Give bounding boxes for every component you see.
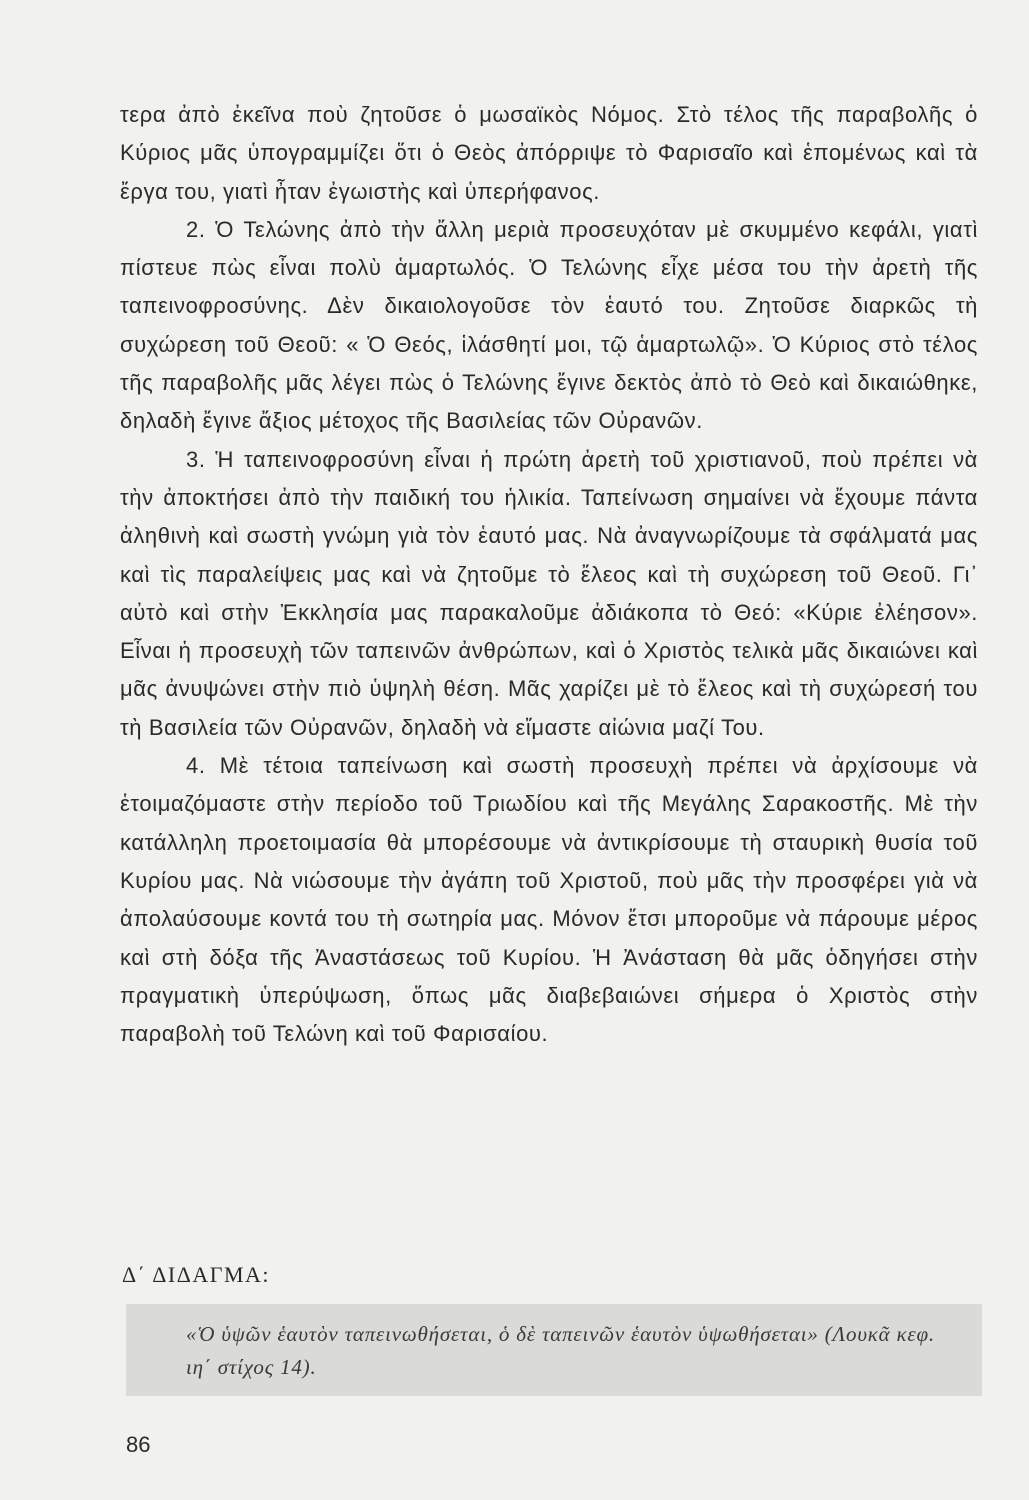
quote-text: «Ὁ ὑψῶν ἑαυτὸν ταπεινωθήσεται, ὁ δὲ ταπεινῶν ἑαυτὸν ὑψωθήσεται» (Λουκᾶ κεφ. ιη΄ στίχος 14). (186, 1322, 935, 1379)
page-number: 86 (126, 1432, 151, 1457)
paragraph-point-2: 2. Ὁ Τελώνης ἀπὸ τὴν ἄλλη μεριὰ προσευχόταν μὲ σκυμμένο κεφάλι, γιατὶ πίστευε πὼς εἶναι πολὺ ἁμαρτωλός. Ὁ Τελώνης εἶχε μέσα του τὴν ἀρετὴ τῆς ταπεινοφροσύνης. Δὲν δικαιολογοῦσε τὸν ἑαυτό του. Ζητοῦσε διαρκῶς τὴ συχώρεση τοῦ Θεοῦ: « Ὁ Θεός, ἱλάσθητί μοι, τῷ ἁμαρτωλῷ». Ὁ Κύριος στὸ τέλος τῆς παραβολῆς μᾶς λέγει πὼς ὁ Τελώνης ἔγινε δεκτὸς ἀπὸ τὸ Θεὸ καὶ δικαιώθηκε, δηλαδὴ ἔγινε ἄξιος μέτοχος τῆς Βασιλείας τῶν Οὐρανῶν. (120, 216, 978, 434)
quote-box (126, 1304, 982, 1396)
body-text (120, 96, 978, 1053)
paragraph-continuation: τερα ἀπὸ ἐκεῖνα ποὺ ζητοῦσε ὁ μωσαϊκὸς Νόμος. Στὸ τέλος τῆς παραβολῆς ὁ Κύριος μᾶς ὑπογραμμίζει ὅτι ὁ Θεὸς ἀπόρριψε τὸ Φαρισαῖο καὶ ἑπομένως καὶ τὰ ἔργα του, γιατὶ ἦταν ἐγωιστὴς καὶ ὑπερήφανος. (120, 102, 978, 204)
paragraph-point-3: 3. Ἡ ταπεινοφροσύνη εἶναι ἡ πρώτη ἀρετὴ τοῦ χριστιανοῦ, ποὺ πρέπει νὰ τὴν ἀποκτήσει ἀπὸ τὴν παιδική του ἡλικία. Ταπείνωση σημαίνει νὰ ἔχουμε πάντα ἀληθινὴ καὶ σωστὴ γνώμη γιὰ τὸν ἑαυτό μας. Νὰ ἀναγνωρίζουμε τὰ σφάλματά μας καὶ τὶς παραλείψεις μας καὶ νὰ ζητοῦμε τὸ ἔλεος καὶ τὴ συχώρεση τοῦ Θεοῦ. Γι᾽ αὐτὸ καὶ στὴν Ἐκκλησία μας παρακαλοῦμε ἀδιάκοπα τὸ Θεό: «Κύριε ἐλέησον». Εἶναι ἡ προσευχὴ τῶν ταπεινῶν ἀνθρώπων, καὶ ὁ Χριστὸς τελικὰ μᾶς δικαιώνει καὶ μᾶς ἀνυψώνει στὴν πιὸ ὑψηλὴ θέση. Μᾶς χαρίζει μὲ τὸ ἔλεος καὶ τὴ συχώρεσή του τὴ Βασιλεία τῶν Οὐρανῶν, δηλαδὴ νὰ εἴμαστε αἰώνια μαζί Του. (120, 446, 978, 740)
paragraph-point-4: 4. Μὲ τέτοια ταπείνωση καὶ σωστὴ προσευχὴ πρέπει νὰ ἀρχίσουμε νὰ ἑτοιμαζόμαστε στὴν περίοδο τοῦ Τριωδίου καὶ τῆς Μεγάλης Σαρακοστῆς. Μὲ τὴν κατάλληλη προετοιμασία θὰ μπορέσουμε νὰ ἀντικρίσουμε τὴ σταυρικὴ θυσία τοῦ Κυρίου μας. Νὰ νιώσουμε τὴν ἀγάπη τοῦ Χριστοῦ, ποὺ μᾶς τὴν προσφέρει γιὰ νὰ ἀπολαύσουμε κοντά του τὴ σωτηρία μας. Μόνον ἔτσι μποροῦμε νὰ πάρουμε μέρος καὶ στὴ δόξα τῆς Ἀναστάσεως τοῦ Κυρίου. Ἡ Ἀνάσταση θὰ μᾶς ὁδηγήσει στὴν πραγματικὴ ὑπερύψωση, ὅπως μᾶς διαβεβαιώνει σήμερα ὁ Χριστὸς στὴν παραβολὴ τοῦ Τελώνη καὶ τοῦ Φαρισαίου. (120, 753, 978, 1047)
section-heading: Δ΄ ΔΙΔΑΓΜΑ: (122, 1262, 271, 1287)
